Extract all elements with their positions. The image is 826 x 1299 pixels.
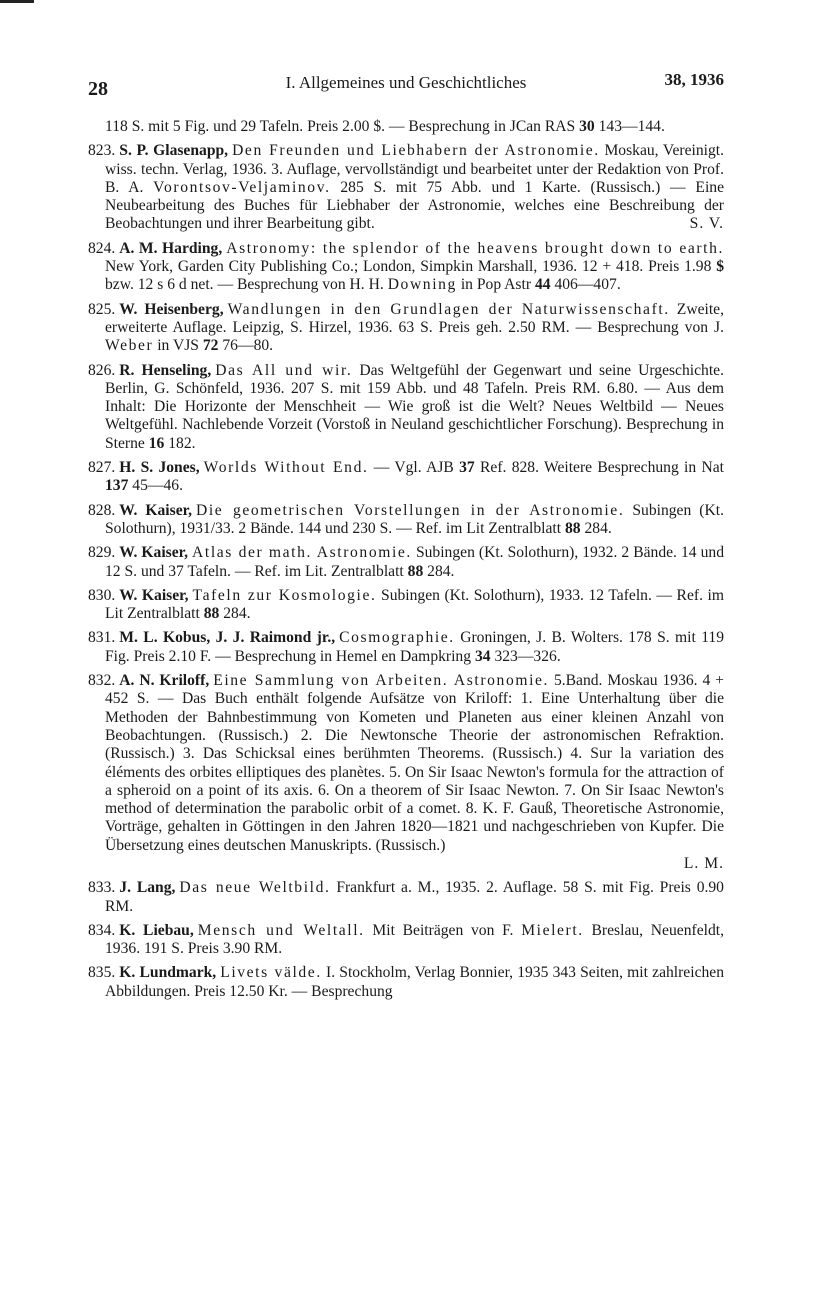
entry-823: 823. S. P. Glasenapp, Den Freunden und Liebhabern der Astronomie. Moskau, Vereinigt. wiss. techn. Verlag, 1936. 3. Auflage, vervollständigt und bearbeitet unter der Redaktion von Prof. B. A. Vorontsov-Veljaminov. 285 S. mit 75 Abb. und 1 Karte. (Russisch.) — Eine Neubearbeitung des Buches für Liebhaber der Astronomie, welches eine Beschreibung der Beobachtungen und ihrer Bearbeitung gibt. S. V.: [88, 142, 724, 233]
entry-author: A. N. Kriloff,: [119, 672, 210, 690]
entry-835: 835. K. Lundmark, Livets välde. I. Stockholm, Verlag Bonnier, 1935 343 Seiten, mit zahlreichen Abbildungen. Preis 12.50 Kr. — Besprechung: [88, 964, 725, 1000]
entry-number: 827.: [88, 459, 116, 477]
entry-title: Die geometrischen Vorstellungen in der Astronomie.: [196, 501, 625, 519]
entry-833: 833. J. Lang, Das neue Weltbild. Frankfurt a. M., 1935. 2. Auflage. 58 S. mit Fig. Preis 0.90 RM.: [88, 879, 724, 915]
entry-number: 825.: [88, 300, 116, 318]
section-title: I. Allgemeines und Geschichtliches: [285, 73, 527, 92]
entry-author: A. M. Harding,: [119, 239, 223, 257]
entry-number: 826.: [88, 361, 116, 379]
entry-author: W. Kaiser,: [119, 586, 189, 604]
entry-author: W. Kaiser,: [119, 544, 189, 562]
entry-828: 828. W. Kaiser, Die geometrischen Vorstellungen in der Astronomie. Subingen (Kt. Solothurn), 1931/33. 2 Bände. 144 und 230 S. — Ref. im Lit Zentralblatt 88 284.: [88, 501, 724, 537]
entry-author: R. Henseling,: [119, 361, 212, 379]
entry-830: 830. W. Kaiser, Tafeln zur Kosmologie. Subingen (Kt. Solothurn), 1933. 12 Tafeln. — Ref. im Lit Zentralblatt 88 284.: [88, 586, 724, 623]
entry-author: J. Lang,: [119, 879, 176, 897]
entry-number: 835.: [88, 964, 116, 982]
entry-title: Livets välde.: [220, 964, 322, 982]
entry-title: Das All und wir.: [215, 361, 353, 379]
entry-title: Worlds Without End.: [203, 459, 369, 477]
entry-author: H. S. Jones,: [119, 459, 200, 477]
entry-title: Atlas der math. Astronomie.: [192, 544, 412, 562]
entry-author: M. L. Kobus, J. J. Raimond jr.,: [119, 629, 336, 647]
page-number: 28: [88, 78, 108, 100]
entry-number: 830.: [88, 586, 116, 604]
entry-author: W. Heisenberg,: [119, 300, 224, 318]
entry-827: 827. H. S. Jones, Worlds Without End. — Vgl. AJB 37 Ref. 828. Weitere Besprechung in Nat 137 45—46.: [88, 459, 724, 495]
entry-829: 829. W. Kaiser, Atlas der math. Astronomie. Subingen (Kt. Solothurn), 1932. 2 Bände. 14 und 12 S. und 37 Tafeln. — Ref. im Lit. Zentralblatt 88 284.: [88, 544, 724, 580]
entry-title: Das neue Weltbild.: [179, 879, 331, 897]
entry-number: 823.: [88, 142, 116, 160]
entry-number: 832.: [88, 672, 116, 690]
entry-title: Wandlungen in den Grundlagen der Naturwissenschaft.: [227, 300, 670, 318]
entry-author: K. Liebau,: [119, 921, 194, 939]
entry-title: Eine Sammlung von Arbeiten. Astronomie.: [213, 672, 550, 690]
entry-number: 834.: [88, 921, 116, 939]
entry-number: 831.: [88, 629, 116, 647]
entry-number: 824.: [88, 239, 116, 257]
volume-year: 38, 1936: [664, 70, 724, 89]
entry-author: K. Lundmark,: [119, 964, 217, 982]
entry-title: Astronomy: the splendor of the heavens brought down to earth.: [226, 239, 725, 257]
entry-825: 825. W. Heisenberg, Wandlungen in den Grundlagen der Naturwissenschaft. Zweite, erweiterte Auflage. Leipzig, S. Hirzel, 1936. 63 S. Preis geh. 2.50 RM. — Besprechung von J. Weber in VJS 72 76—80.: [88, 300, 724, 355]
bibliography-list: [88, 118, 724, 1001]
entry-title: Cosmographie.: [339, 629, 455, 647]
entry-number: 828.: [88, 501, 116, 519]
entry-826: 826. R. Henseling, Das All und wir. Das Weltgefühl der Gegenwart und seine Urgeschichte. Berlin, G. Schönfeld, 1936. 207 S. mit 159 Abb. und 48 Tafeln. Preis RM. 6.80. — Aus dem Inhalt: Die Horizonte der Menschheit — Wie groß ist die Welt? Neues Weltbild — Neues Weltgefühl. Nachlebende Vorzeit (Vorstoß in Neuland geschichtlicher Forschung). Besprechung in Sterne 16 182.: [88, 361, 724, 452]
entry-author: S. P. Glasenapp,: [119, 142, 229, 160]
entry-number: 833.: [88, 879, 116, 897]
corner-mark: [0, 0, 34, 3]
entry-824: 824. A. M. Harding, Astronomy: the splendor of the heavens brought down to earth. New York, Garden City Publishing Co.; London, Simpkin Marshall, 1936. 12 + 418. Preis 1.98 $ bzw. 12 s 6 d net. — Besprechung von H. H. Downing in Pop Astr 44 406—407.: [88, 239, 725, 294]
entry-834: 834. K. Liebau, Mensch und Weltall. Mit Beiträgen von F. Mielert. Breslau, Neuenfeldt, 1936. 191 S. Preis 3.90 RM.: [88, 921, 724, 958]
entry-number: 829.: [88, 544, 116, 562]
entry-title: Tafeln zur Kosmologie.: [192, 586, 377, 604]
reviewer-signature: L. M.: [683, 854, 724, 872]
entry-author: W. Kaiser,: [119, 501, 193, 519]
reviewer-signature: S. V.: [689, 215, 724, 233]
entry-title: Den Freunden und Liebhabern der Astronomie.: [232, 142, 600, 160]
page-header: [88, 70, 724, 100]
entry-832: 832. A. N. Kriloff, Eine Sammlung von Arbeiten. Astronomie. 5.Band. Moskau 1936. 4 + 452 S. — Das Buch enthält folgende Aufsätze von Kriloff: 1. Eine Unterhaltung über die Methoden der Bahnbestimmung von Kometen und Planeten aus einer kleinen Anzahl von Beobachtungen. (Russisch.) 2. Die Newtonsche Theorie der astronomischen Refraktion. (Russisch.) 3. Das Schicksal eines berühmten Theorems. (Russisch.) 4. Sur la variation des éléments des orbites elliptiques des planètes. 5. On Sir Isaac Newton's formula for the attraction of a spheroid on a point of its axis. 6. On a theorem of Sir Isaac Newton. 7. On Sir Isaac Newton's method of determination the parabolic orbit of a comet. 8. K. F. Gauß, Theoretische Astronomie, Vorträge, gehalten in Göttingen in den Jahren 1820—1821 und nachgeschrieben von Kupfer. Die Übersetzung eines deutschen Manuskripts. (Russisch.) L. M.: [88, 672, 724, 872]
entry-title: Mensch und Weltall.: [197, 921, 365, 939]
entry-831: 831. M. L. Kobus, J. J. Raimond jr., Cosmographie. Groningen, J. B. Wolters. 178 S. mit 119 Fig. Preis 2.10 F. — Besprechung in Hemel en Dampkring 34 323—326.: [88, 629, 725, 665]
continuation-text: 118 S. mit 5 Fig. und 29 Tafeln. Preis 2.00 $. — Besprechung in JCan RAS 30 143—144.: [105, 118, 665, 135]
